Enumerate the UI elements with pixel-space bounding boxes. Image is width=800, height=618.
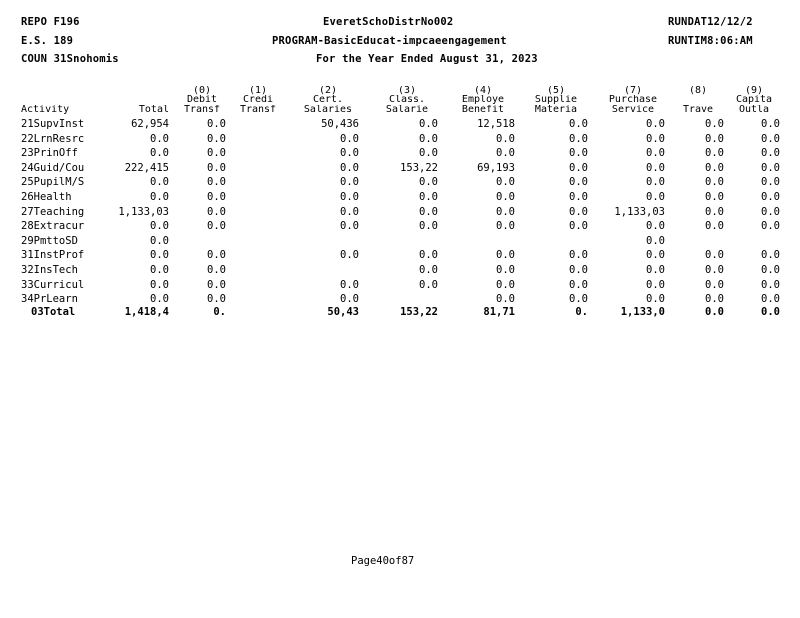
table-cell: 0.0 [569,177,588,188]
table-cell: 0.0 [150,250,169,261]
table-cell: 0.0 [419,221,438,232]
table-cell: 0.0 [150,265,169,276]
table-cell: 0.0 [496,265,515,276]
page-number: Page40of87 [351,555,415,567]
table-cell: 0.0 [207,280,226,291]
table-cell: 0.0 [646,119,665,130]
table-cell: 0.0 [761,148,780,159]
es-code: E.S. 189 [21,35,74,47]
table-cell: 0.0 [569,221,588,232]
table-cell: 0.0 [340,163,359,174]
table-cell: 0.0 [207,148,226,159]
table-cell: 0.0 [340,177,359,188]
activity-label: 32InsTech [21,265,78,276]
activity-label: 22LrnResrc [21,134,85,145]
table-cell: 0.0 [496,207,515,218]
table-cell: 0.0 [150,221,169,232]
table-cell: 0.0 [419,280,438,291]
table-cell: 0.0 [761,221,780,232]
activity-label: 21SupvInst [21,119,85,130]
activity-label: 28Extracur [21,221,85,232]
table-cell: 0.0 [419,119,438,130]
table-cell: 50,43 [327,307,359,318]
column-header-line1: Debit [186,95,218,105]
activity-label: 24Guid/Cou [21,163,85,174]
table-cell: 0.0 [705,148,724,159]
table-cell: 0.0 [340,207,359,218]
table-cell: 0.0 [646,250,665,261]
table-cell: 0.0 [419,265,438,276]
table-cell: 0.0 [340,250,359,261]
table-cell: 0.0 [207,134,226,145]
table-cell: 0.0 [340,221,359,232]
column-number: (1) [248,86,268,96]
table-cell: 0. [575,307,588,318]
table-cell: 0.0 [705,192,724,203]
table-cell: 0.0 [569,207,588,218]
table-cell: 0.0 [705,163,724,174]
table-cell: 0.0 [340,280,359,291]
table-cell: 0.0 [761,192,780,203]
table-cell: 0.0 [646,177,665,188]
table-cell: 0.0 [569,163,588,174]
table-cell: 0.0 [761,163,780,174]
table-cell: 0.0 [705,280,724,291]
table-cell: 0.0 [761,207,780,218]
column-header-line1: Supplie [534,95,578,105]
table-cell: 0.0 [150,177,169,188]
table-cell: 0.0 [646,163,665,174]
table-cell: 0.0 [646,148,665,159]
table-cell: 0.0 [646,134,665,145]
table-cell: 0.0 [207,221,226,232]
table-cell: 222,415 [124,163,169,174]
column-number: (5) [546,86,566,96]
activity-label: 23PrinOff [21,148,78,159]
column-header-line1: Employe [461,95,505,105]
column-number: (0) [192,86,212,96]
table-cell: 0.0 [569,294,588,305]
column-header-line2: Materia [534,105,578,115]
table-cell: 0.0 [569,119,588,130]
table-cell: 0.0 [646,221,665,232]
table-cell: 1,133,03 [118,207,169,218]
column-header-line1: Capita [735,95,773,105]
table-cell: 0.0 [705,294,724,305]
table-cell: 0.0 [207,294,226,305]
column-header-line2: Outla [738,105,770,115]
table-cell: 0.0 [646,192,665,203]
table-cell: 0.0 [150,192,169,203]
table-cell: 0.0 [646,265,665,276]
table-cell: 0.0 [705,119,724,130]
table-cell: 0.0 [207,192,226,203]
table-cell: 0.0 [340,192,359,203]
program-name: PROGRAM-BasicEducat-impcaeengagement [272,35,507,47]
table-cell: 0.0 [207,265,226,276]
table-cell: 0.0 [569,192,588,203]
activity-label: 26Health [21,192,72,203]
column-header-line2: Transf [183,105,221,115]
table-cell: 153,22 [400,163,438,174]
table-cell: 81,71 [483,307,515,318]
table-cell: 0.0 [207,177,226,188]
column-header-line2: Activity [21,105,70,115]
report-period: For the Year Ended August 31, 2023 [316,53,538,65]
table-cell: 0.0 [569,280,588,291]
table-cell: 0.0 [207,250,226,261]
column-number: (9) [744,86,764,96]
table-cell: 0.0 [419,207,438,218]
table-cell: 0.0 [569,250,588,261]
table-cell: 0.0 [705,207,724,218]
table-cell: 12,518 [477,119,515,130]
column-number: (3) [397,86,417,96]
column-header-line2: Benefit [461,105,505,115]
activity-label: 34PrLearn [21,294,78,305]
table-cell: 0.0 [150,280,169,291]
column-number: (4) [473,86,493,96]
table-cell: 0.0 [419,250,438,261]
table-cell: 0. [213,307,226,318]
activity-label: 33Curricul [21,280,85,291]
table-cell: 0.0 [496,177,515,188]
column-header-line2: Salaries [303,105,353,115]
table-cell: 0.0 [761,134,780,145]
table-cell: 1,133,03 [614,207,665,218]
table-cell: 0.0 [150,236,169,247]
table-cell: 0.0 [496,148,515,159]
column-header-line2: Trave [682,105,714,115]
column-header-line2: Total [138,105,169,115]
table-cell: 0.0 [761,119,780,130]
table-cell: 0.0 [340,148,359,159]
activity-label: 31InstProf [21,250,85,261]
table-cell: 0.0 [705,134,724,145]
table-cell: 0.0 [705,177,724,188]
column-number: (2) [318,86,338,96]
table-cell: 0.0 [496,221,515,232]
county: COUN 31Snohomis [21,53,119,65]
table-cell: 0.0 [761,280,780,291]
table-cell: 0.0 [150,148,169,159]
table-cell: 0.0 [419,148,438,159]
column-header-line1: Purchase [608,95,658,105]
table-cell: 0.0 [705,307,724,318]
table-cell: 0.0 [761,250,780,261]
table-cell: 50,436 [321,119,359,130]
table-cell: 0.0 [419,134,438,145]
table-cell: 0.0 [761,294,780,305]
table-cell: 0.0 [761,307,780,318]
table-cell: 0.0 [569,134,588,145]
run-time: RUNTIM8:06:AM [668,35,753,47]
district-name: EveretSchoDistrNo002 [323,16,454,28]
table-cell: 0.0 [646,294,665,305]
table-cell: 0.0 [646,280,665,291]
table-cell: 0.0 [207,119,226,130]
table-cell: 0.0 [419,192,438,203]
table-cell: 0.0 [150,134,169,145]
column-number: (7) [623,86,643,96]
column-header-line2: Salarie [385,105,429,115]
table-cell: 0.0 [150,294,169,305]
table-cell: 0.0 [207,207,226,218]
column-header-line1: Cert. [312,95,344,105]
table-cell: 0.0 [419,177,438,188]
column-header-line2: Service [611,105,655,115]
table-cell: 0.0 [761,265,780,276]
activity-label: 29PmttoSD [21,236,78,247]
table-cell: 153,22 [400,307,438,318]
run-date: RUNDAT12/12/2 [668,16,753,28]
table-cell: 0.0 [340,294,359,305]
column-number: (8) [688,86,708,96]
table-cell: 0.0 [496,134,515,145]
table-cell: 0.0 [569,148,588,159]
column-header-line1: Credi [242,95,274,105]
table-cell: 1,133,0 [620,307,665,318]
table-cell: 0.0 [496,294,515,305]
activity-label: 27Teaching [21,207,85,218]
table-cell: 0.0 [496,250,515,261]
table-cell: 0.0 [761,177,780,188]
table-cell: 0.0 [496,192,515,203]
table-cell: 0.0 [646,236,665,247]
table-cell: 69,193 [477,163,515,174]
table-cell: 0.0 [705,221,724,232]
table-cell: 0.0 [496,280,515,291]
table-cell: 0.0 [705,250,724,261]
table-cell: 0.0 [705,265,724,276]
table-cell: 0.0 [340,134,359,145]
activity-label: 03Total [31,307,76,318]
column-header-line2: Transf [239,105,277,115]
report-id: REPO F196 [21,16,80,28]
table-cell: 62,954 [131,119,169,130]
table-cell: 1,418,4 [124,307,169,318]
table-cell: 0.0 [569,265,588,276]
column-header-line1: Class. [388,95,426,105]
table-cell: 0.0 [207,163,226,174]
activity-label: 25PupilM/S [21,177,85,188]
